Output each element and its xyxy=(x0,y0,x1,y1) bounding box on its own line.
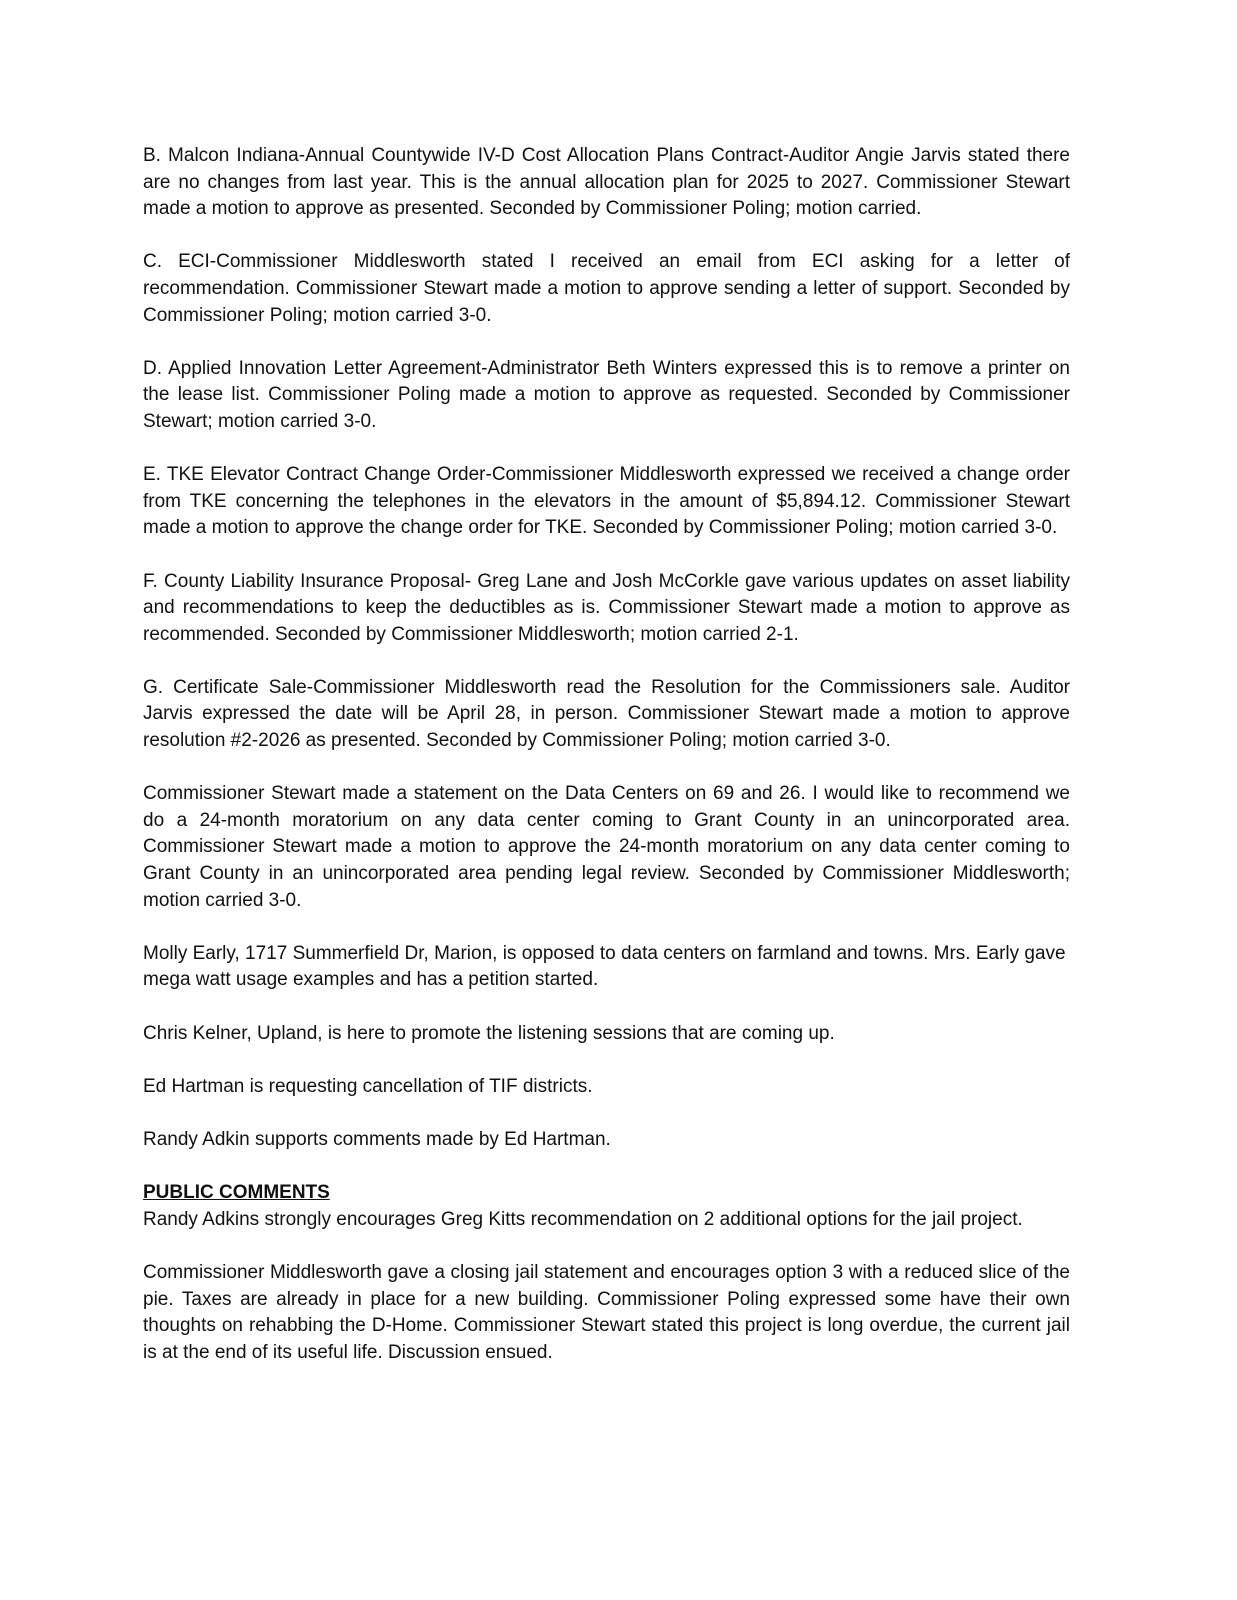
item-c-paragraph: C. ECI-Commissioner Middlesworth stated I received an email from ECI asking for a letter of recommendation. Commissioner Stewart made a motion to approve sending a letter of support. Seconded by Commissioner Poling; motion carried 3-0. xyxy=(143,251,1070,326)
item-b-paragraph: B. Malcon Indiana-Annual Countywide IV-D Cost Allocation Plans Contract-Auditor Angie Jarvis stated there are no changes from last year. This is the annual allocation plan for 2025 to 2027. Commissioner Stewart made a motion to approve as presented. Seconded by Commissioner Poling; motion carried. xyxy=(143,145,1070,220)
document-page xyxy=(143,143,1070,1393)
item-f-paragraph: F. County Liability Insurance Proposal- Greg Lane and Josh McCorkle gave various updates on asset liability and recommendations to keep the deductibles as is. Commissioner Stewart made a motion to approve as recommended. Seconded by Commissioner Middlesworth; motion carried 2-1. xyxy=(143,570,1070,645)
item-d-paragraph: D. Applied Innovation Letter Agreement-Administrator Beth Winters expressed this is to remove a printer on the lease list. Commissioner Poling made a motion to approve as requested. Seconded by Commissioner Stewart; motion carried 3-0. xyxy=(143,357,1070,432)
ed-hartman-paragraph: Ed Hartman is requesting cancellation of TIF districts. xyxy=(143,1075,593,1097)
item-e-paragraph: E. TKE Elevator Contract Change Order-Commissioner Middlesworth expressed we received a change order from TKE concerning the telephones in the elevators in the amount of $5,894.12. Commissioner Stewart made a motion to approve the change order for TKE. Seconded by Commissioner Poling; motion carried 3-0. xyxy=(143,464,1070,539)
data-centers-paragraph: Commissioner Stewart made a statement on the Data Centers on 69 and 26. I would like to recommend we do a 24-month moratorium on any data center coming to Grant County in an unincorporated area. Commissioner Stewart made a motion to approve the 24-month moratorium on any data center coming to Grant County in an unincorporated area pending legal review. Seconded by Commissioner Middlesworth; motion carried 3-0. xyxy=(143,783,1070,911)
item-g-paragraph: G. Certificate Sale-Commissioner Middlesworth read the Resolution for the Commissioners sale. Auditor Jarvis expressed the date will be April 28, in person. Commissioner Stewart made a motion to approve resolution #2-2026 as presented. Seconded by Commissioner Poling; motion carried 3-0. xyxy=(143,676,1070,752)
chris-kelner-paragraph: Chris Kelner, Upland, is here to promote the listening sessions that are coming up. xyxy=(143,1022,835,1044)
molly-early-paragraph: Molly Early, 1717 Summerfield Dr, Marion, is opposed to data centers on farmland and towns. Mrs. Early gave mega watt usage examples and has a petition started. xyxy=(143,942,1066,991)
randy-adkins-comment: Randy Adkins strongly encourages Greg Kitts recommendation on 2 additional options for the jail project. xyxy=(143,1208,1023,1230)
public-comments-section xyxy=(143,1180,1070,1366)
randy-adkin-paragraph: Randy Adkin supports comments made by Ed Hartman. xyxy=(143,1128,611,1150)
public-comments-heading: PUBLIC COMMENTS xyxy=(143,1182,330,1204)
middlesworth-closing-paragraph: Commissioner Middlesworth gave a closing jail statement and encourages option 3 with a reduced slice of the pie. Taxes are already in place for a new building. Commissioner Poling expressed some have their own thoughts on rehabbing the D-Home. Commissioner Stewart stated this project is long overdue, the current jail is at the end of its useful life. Discussion ensued. xyxy=(143,1261,1070,1363)
